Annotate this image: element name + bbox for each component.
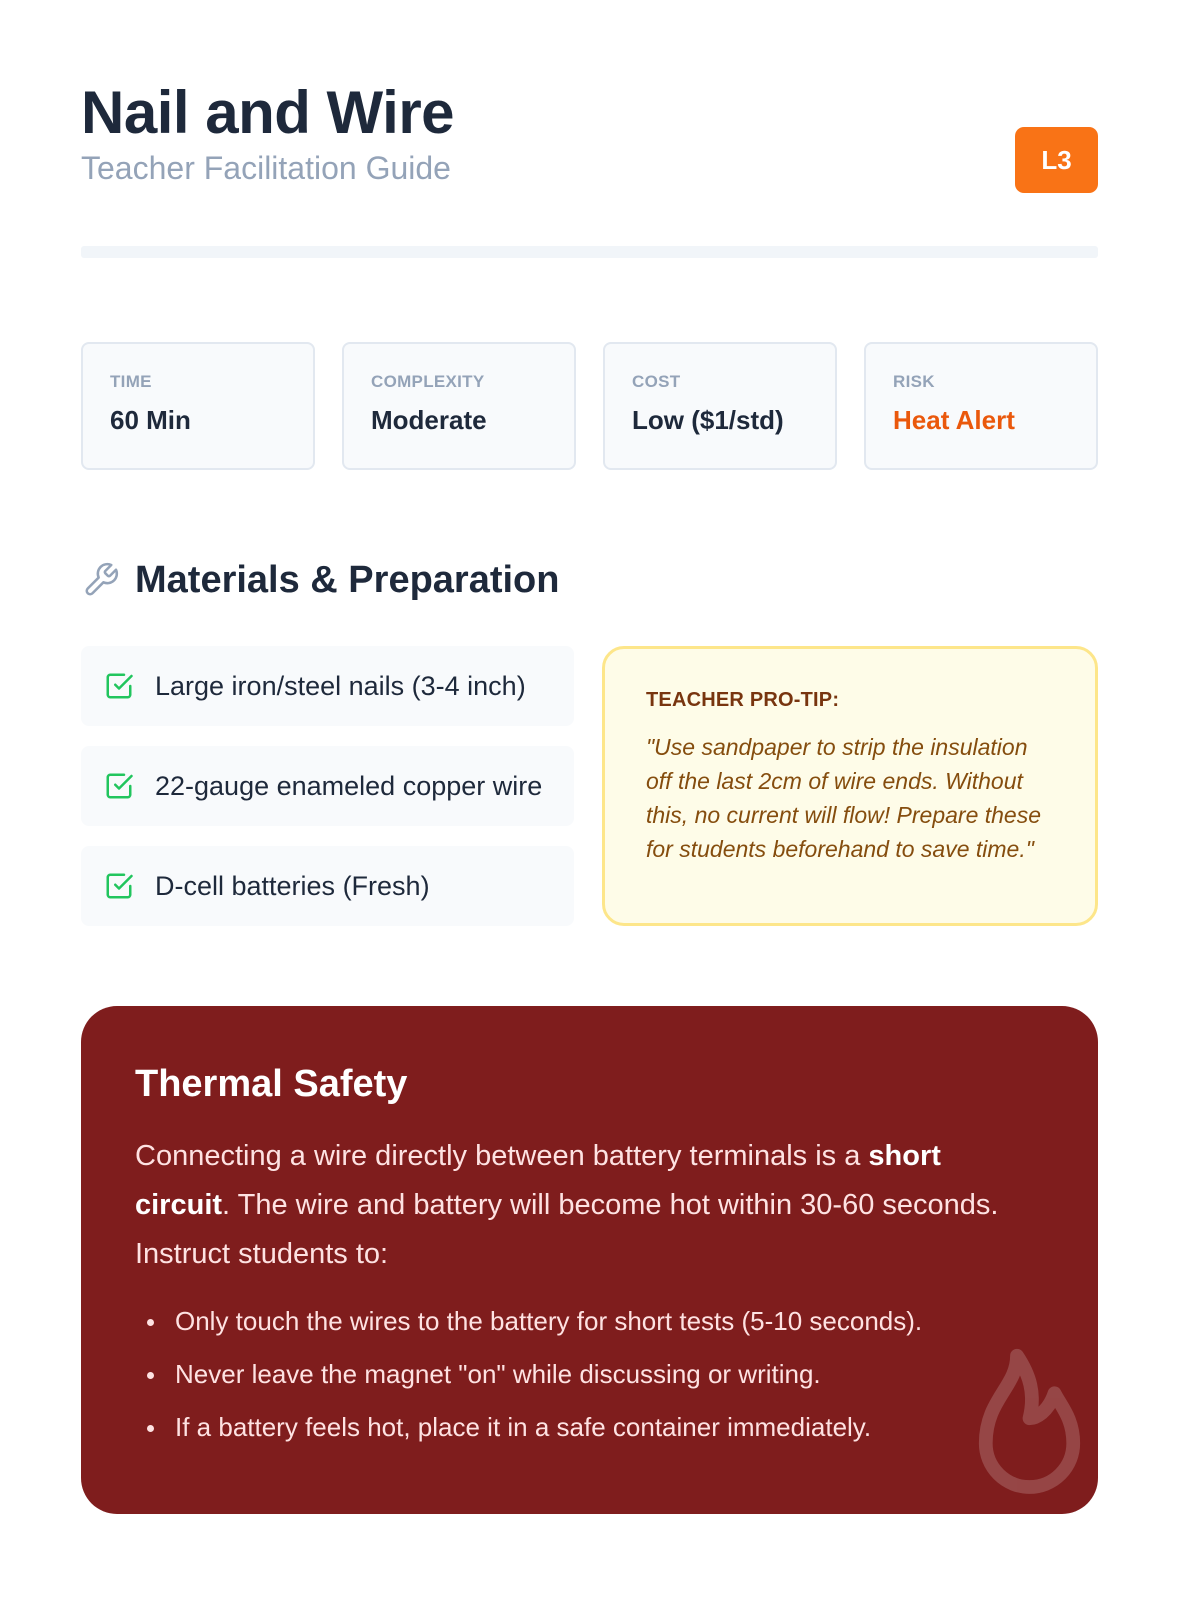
safety-intro-emphasis: short circuit: [135, 1140, 941, 1221]
stat-card-cost: [603, 342, 837, 470]
stat-card-risk: [864, 342, 1098, 470]
list-item: [81, 846, 574, 926]
material-label: D-cell batteries (Fresh): [155, 870, 430, 901]
list-item: Never leave the magnet "on" while discussing or writing.: [135, 1348, 1042, 1401]
stat-value: 60 Min: [110, 405, 191, 435]
stat-value: Moderate: [371, 405, 487, 435]
stat-value: Low ($1/std): [632, 405, 784, 435]
materials-heading: [81, 558, 1098, 602]
stat-value-risk: Heat Alert: [893, 405, 1015, 435]
section-title: Materials & Preparation: [135, 558, 560, 601]
page-header: [81, 0, 1098, 262]
checkbox-checked-icon: [103, 770, 135, 802]
materials-row: [81, 646, 1098, 946]
safety-intro-text-end: . The wire and battery will become hot within 30-60 seconds. Instruct students to:: [135, 1189, 999, 1270]
safety-heading: Thermal Safety: [135, 1063, 408, 1105]
thermal-safety-panel: [81, 1006, 1098, 1514]
list-item: [81, 646, 574, 726]
safety-instructions-list: [135, 1295, 1042, 1454]
stat-label: TIME: [110, 372, 152, 391]
list-item: If a battery feels hot, place it in a safe container immediately.: [135, 1401, 1042, 1454]
safety-intro-text: Connecting a wire directly between battery terminals is a: [135, 1140, 869, 1172]
checkbox-checked-icon: [103, 670, 135, 702]
protip-label: TEACHER PRO-TIP:: [646, 689, 840, 711]
material-label: Large iron/steel nails (3-4 inch): [155, 670, 526, 701]
header-divider: [81, 246, 1098, 258]
level-badge: L3: [1015, 127, 1098, 193]
stat-label: COST: [632, 372, 681, 391]
stat-card-time: [81, 342, 315, 470]
stat-card-complexity: [342, 342, 576, 470]
safety-intro: [135, 1132, 1042, 1279]
teacher-protip-card: [602, 646, 1098, 926]
list-item: Only touch the wires to the battery for short tests (5-10 seconds).: [135, 1295, 1042, 1348]
protip-quote: "Use sandpaper to strip the insulation off the last 2cm of wire ends. Without this, no current will flow! Prepare these for students beforehand to save time.": [646, 734, 1042, 862]
page-title: Nail and Wire: [81, 79, 455, 146]
checkbox-checked-icon: [103, 870, 135, 902]
page-subtitle: Teacher Facilitation Guide: [81, 150, 451, 186]
flame-icon: [942, 1342, 1092, 1514]
stat-label: RISK: [893, 372, 935, 391]
material-label: 22-gauge enameled copper wire: [155, 770, 543, 801]
materials-list: [81, 646, 574, 946]
stat-label: COMPLEXITY: [371, 372, 485, 391]
wrench-icon: [81, 560, 121, 600]
list-item: [81, 746, 574, 826]
stats-row: [81, 342, 1098, 470]
